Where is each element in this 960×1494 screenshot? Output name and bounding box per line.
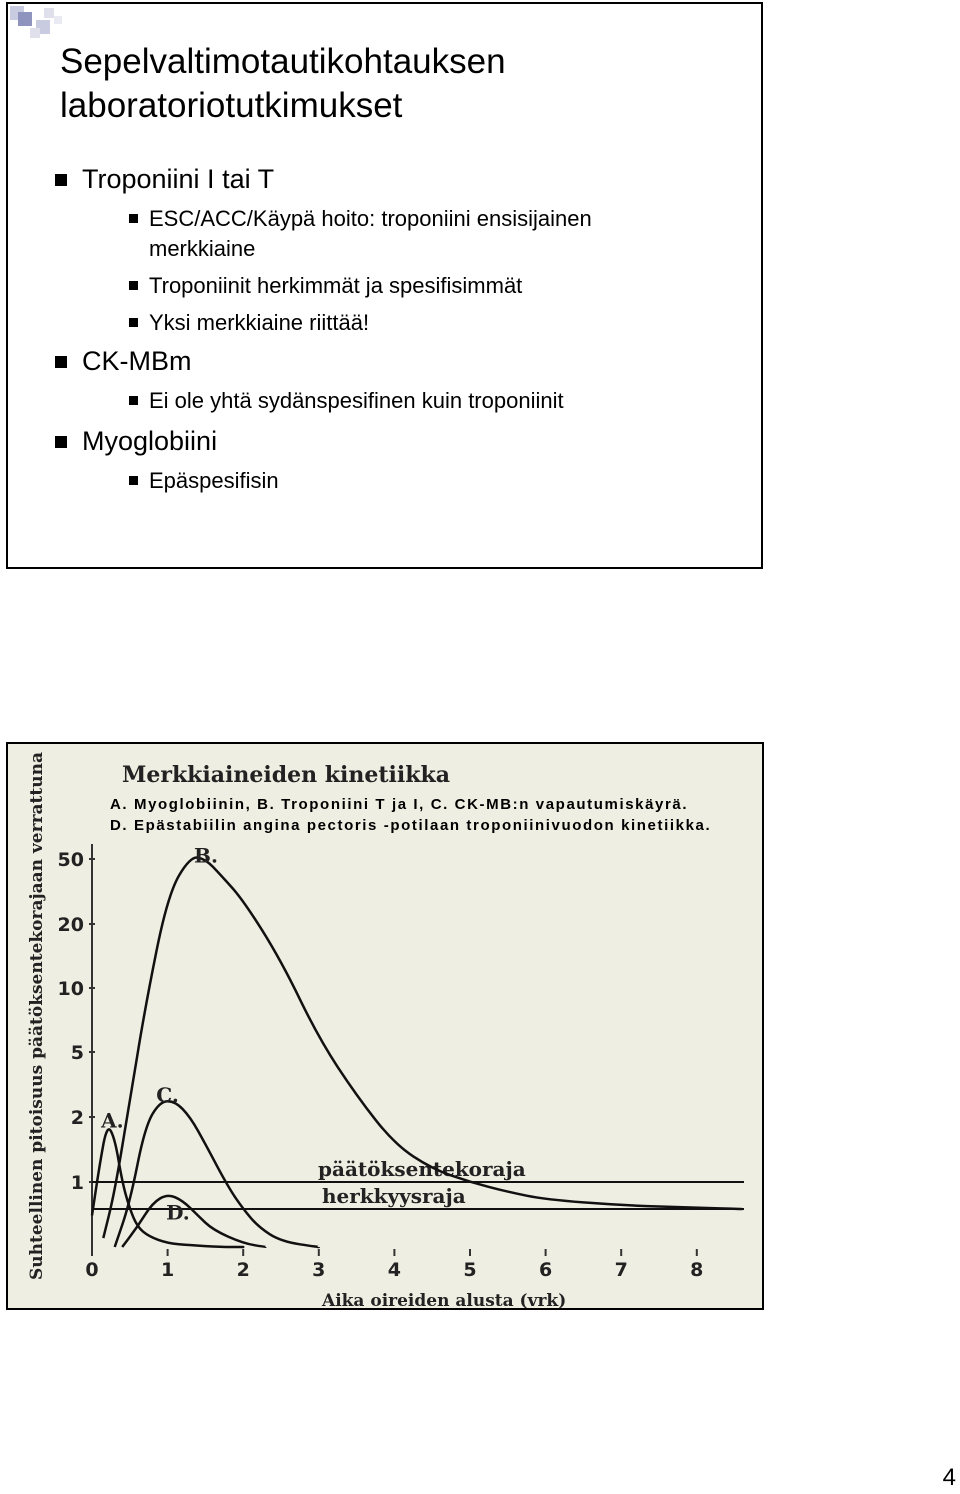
reference-line-label: päätöksentekoraja	[318, 1157, 526, 1181]
series-line	[115, 1101, 319, 1247]
title-line-2: laboratoriotutkimukset	[60, 86, 403, 125]
caption-line-1: A. Myoglobiinin, B. Troponiini T ja I, C. CK-MB:n vapautumiskäyrä.	[110, 796, 689, 813]
chart-caption	[110, 794, 711, 836]
sub-bullet-text: Yksi merkkiaine riittää!	[149, 310, 370, 335]
slide-top	[6, 2, 763, 569]
x-tick-label: 0	[85, 1259, 99, 1281]
x-tick-label: 8	[690, 1259, 704, 1281]
series-label: B.	[194, 843, 218, 868]
caption-line-2: D. Epästabiilin angina pectoris -potilaan troponiinivuodon kinetiikka.	[110, 817, 712, 834]
title-line-1: Sepelvaltimotautikohtauksen	[60, 42, 506, 81]
y-tick-label: 50	[57, 849, 84, 871]
bullet-square-icon	[129, 214, 138, 223]
x-axis-label: Aika oireiden alusta (vrk)	[322, 1291, 567, 1308]
sub-bullet	[149, 204, 592, 234]
y-tick-label: 1	[70, 1172, 84, 1194]
bullet-text: CK-MBm	[82, 346, 192, 376]
x-tick-label: 7	[614, 1259, 628, 1281]
slide-title	[60, 40, 506, 128]
bullet-square-icon	[129, 318, 138, 327]
bullet-square-icon	[55, 174, 67, 186]
sub-bullet-text: Ei ole yhtä sydänspesifinen kuin troponiinit	[149, 388, 564, 413]
sub-bullet	[149, 271, 522, 301]
sub-bullet	[149, 308, 369, 338]
bullet-text: Myoglobiini	[82, 426, 218, 456]
bullet-troponiini	[82, 162, 274, 196]
x-tick-label: 4	[387, 1259, 402, 1281]
bullet-square-icon	[129, 281, 138, 290]
bullet-square-icon	[129, 396, 138, 405]
sub-bullet	[149, 386, 564, 416]
x-tick-label: 2	[236, 1259, 250, 1281]
page-number: 4	[942, 1464, 956, 1491]
series-line	[122, 1196, 266, 1247]
slide-chart	[6, 742, 764, 1310]
bullet-square-icon	[55, 356, 67, 368]
x-tick-label: 3	[312, 1259, 326, 1281]
bullet-myoglobiini	[82, 424, 217, 458]
y-axis-label: Suhteellinen pitoisuus päätöksentekorajaan verrattuna	[27, 752, 47, 1280]
series-label: A.	[101, 1108, 124, 1133]
x-tick-label: 1	[160, 1259, 175, 1281]
y-tick-label: 5	[70, 1042, 84, 1064]
sub-bullet-text: Epäspesifisin	[149, 468, 279, 493]
reference-line-label: herkkyysraja	[322, 1183, 466, 1208]
series-label: D.	[166, 1200, 190, 1225]
sub-bullet-continuation	[149, 234, 255, 264]
bullet-square-icon	[129, 476, 138, 485]
x-tick-label: 5	[463, 1259, 477, 1281]
y-tick-label: 20	[57, 914, 84, 936]
x-tick-label: 6	[538, 1259, 553, 1281]
sub-bullet-text: Troponiinit herkimmät ja spesifisimmät	[149, 273, 523, 298]
bullet-square-icon	[55, 436, 67, 448]
y-tick-label: 10	[57, 978, 84, 1000]
chart-title: Merkkiaineiden kinetiikka	[122, 762, 450, 788]
series-label: C.	[156, 1083, 179, 1108]
sub-bullet-text: merkkiaine	[149, 236, 256, 261]
y-tick-label: 2	[70, 1107, 84, 1129]
sub-bullet	[149, 466, 279, 496]
bullet-text: Troponiini I tai T	[82, 164, 275, 194]
bullet-ckmbm	[82, 344, 192, 378]
sub-bullet-text: ESC/ACC/Käypä hoito: troponiini ensisijainen	[149, 206, 592, 231]
